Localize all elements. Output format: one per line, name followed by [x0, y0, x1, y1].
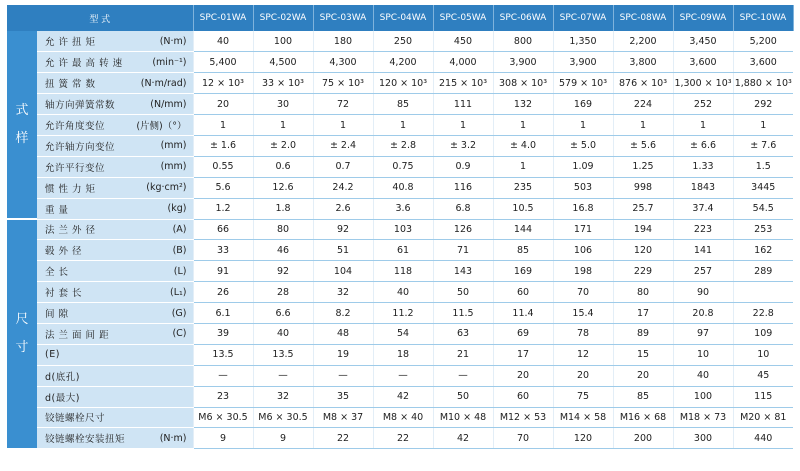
table-cell: 104: [313, 261, 373, 282]
table-cell: 60: [493, 386, 553, 407]
table-row: [7, 428, 793, 449]
row-name: d(底孔): [45, 371, 80, 383]
group-label: [7, 31, 37, 219]
table-cell: 22: [313, 428, 373, 449]
row-label: [37, 52, 193, 73]
table-cell: [733, 282, 793, 303]
header-model: SPC-10WA: [733, 5, 793, 31]
header-model: SPC-08WA: [613, 5, 673, 31]
row-name: 全 长: [45, 267, 69, 279]
table-cell: 11.4: [493, 303, 553, 324]
table-cell: 1: [493, 115, 553, 136]
row-name: 铰链螺栓尺寸: [45, 413, 106, 425]
table-cell: M8 × 40: [373, 407, 433, 428]
table-cell: 70: [553, 282, 613, 303]
table-cell: 17: [493, 344, 553, 365]
table-cell: 224: [613, 94, 673, 115]
table-cell: 46: [253, 240, 313, 261]
table-cell: M20 × 81: [733, 407, 793, 428]
table-cell: 3,600: [673, 52, 733, 73]
table-cell: 1: [493, 156, 553, 177]
table-cell: 1: [373, 115, 433, 136]
table-cell: 17: [613, 303, 673, 324]
header-model: SPC-05WA: [433, 5, 493, 31]
table-cell: 28: [253, 282, 313, 303]
table-row: [7, 156, 793, 177]
table-cell: 50: [433, 282, 493, 303]
table-cell: —: [433, 365, 493, 386]
table-cell: 1,880 × 10³: [733, 73, 793, 94]
table-cell: 12.6: [253, 177, 313, 198]
table-cell: 292: [733, 94, 793, 115]
header-model: SPC-09WA: [673, 5, 733, 31]
row-name: 毂 外 径: [45, 246, 83, 258]
table-cell: 4,500: [253, 52, 313, 73]
table-cell: 6.1: [193, 303, 253, 324]
header-model: SPC-03WA: [313, 5, 373, 31]
table-cell: 10: [733, 344, 793, 365]
group-label-char: 寸: [15, 339, 29, 355]
row-unit: (片侧)（°）: [136, 121, 187, 132]
table-cell: ± 1.6: [193, 135, 253, 156]
table-cell: 169: [493, 261, 553, 282]
header-model: SPC-02WA: [253, 5, 313, 31]
row-unit: (min⁻¹): [152, 56, 187, 68]
table-cell: 6.6: [253, 303, 313, 324]
table-cell: 91: [193, 261, 253, 282]
table-row: [7, 261, 793, 282]
row-label: [37, 135, 193, 156]
table-cell: 0.75: [373, 156, 433, 177]
row-unit: (kg): [167, 203, 187, 215]
table-cell: 141: [673, 240, 733, 261]
table-row: [7, 94, 793, 115]
table-cell: 45: [733, 365, 793, 386]
table-cell: 90: [673, 282, 733, 303]
table-cell: 198: [553, 261, 613, 282]
table-row: [7, 115, 793, 136]
table-cell: 72: [313, 94, 373, 115]
table-cell: 1: [193, 115, 253, 136]
table-cell: 253: [733, 219, 793, 240]
table-row: [7, 365, 793, 386]
table-cell: ± 2.0: [253, 135, 313, 156]
row-unit: (N·m/rad): [140, 77, 187, 89]
table-cell: —: [313, 365, 373, 386]
row-name: 扭 簧 常 数: [45, 79, 96, 91]
table-cell: M18 × 73: [673, 407, 733, 428]
row-unit: (B): [172, 244, 187, 256]
table-cell: 450: [433, 31, 493, 52]
row-label: [37, 156, 193, 177]
table-cell: 132: [493, 94, 553, 115]
table-cell: 3,900: [493, 52, 553, 73]
table-cell: 35: [313, 386, 373, 407]
table-cell: 92: [313, 219, 373, 240]
table-row: [7, 386, 793, 407]
group-label: [7, 219, 37, 449]
row-label: [37, 219, 193, 240]
group-label-char: 尺: [15, 311, 29, 327]
table-cell: 32: [313, 282, 373, 303]
table-cell: ± 2.4: [313, 135, 373, 156]
table-cell: 1: [673, 115, 733, 136]
table-cell: 71: [433, 240, 493, 261]
row-label: [37, 303, 193, 324]
table-cell: 120: [613, 240, 673, 261]
table-cell: 23: [193, 386, 253, 407]
table-cell: 1: [733, 115, 793, 136]
table-row: [7, 31, 793, 52]
row-label: [37, 344, 193, 365]
row-label: [37, 94, 193, 115]
table-cell: 92: [253, 261, 313, 282]
table-cell: ± 5.0: [553, 135, 613, 156]
table-cell: 0.55: [193, 156, 253, 177]
row-label: [37, 386, 193, 407]
table-cell: 66: [193, 219, 253, 240]
row-unit: (A): [172, 223, 187, 235]
table-cell: 60: [493, 282, 553, 303]
row-name: 轴方向弹簧常数: [45, 100, 116, 112]
table-row: [7, 177, 793, 198]
table-cell: 42: [433, 428, 493, 449]
table-cell: 3,600: [733, 52, 793, 73]
row-label: [37, 365, 193, 386]
table-cell: 26: [193, 282, 253, 303]
table-cell: 0.6: [253, 156, 313, 177]
table-cell: M8 × 37: [313, 407, 373, 428]
table-cell: 61: [373, 240, 433, 261]
table-cell: 89: [613, 323, 673, 344]
row-unit: (kg·cm²): [146, 182, 187, 194]
table-cell: 78: [553, 323, 613, 344]
table-cell: 32: [253, 386, 313, 407]
table-cell: 252: [673, 94, 733, 115]
table-cell: 54: [373, 323, 433, 344]
table-cell: 194: [613, 219, 673, 240]
table-cell: 1,300 × 10³: [673, 73, 733, 94]
table-cell: 180: [313, 31, 373, 52]
table-cell: 1: [613, 115, 673, 136]
row-label: [37, 282, 193, 303]
row-unit: (mm): [160, 140, 187, 152]
table-cell: 20: [493, 365, 553, 386]
table-cell: 40: [193, 31, 253, 52]
table-cell: 11.2: [373, 303, 433, 324]
table-row: [7, 323, 793, 344]
table-cell: 800: [493, 31, 553, 52]
table-cell: 223: [673, 219, 733, 240]
table-cell: 1.5: [733, 156, 793, 177]
table-row: [7, 344, 793, 365]
table-cell: 9: [253, 428, 313, 449]
table-cell: 40.8: [373, 177, 433, 198]
row-label: [37, 323, 193, 344]
table-cell: 1: [433, 115, 493, 136]
table-cell: 5,200: [733, 31, 793, 52]
row-unit: (N/mm): [150, 98, 187, 110]
table-cell: M14 × 58: [553, 407, 613, 428]
table-cell: 80: [613, 282, 673, 303]
row-name: (E): [45, 349, 60, 361]
table-row: [7, 198, 793, 219]
table-cell: 1.2: [193, 198, 253, 219]
table-cell: 33: [193, 240, 253, 261]
table-cell: 18: [373, 344, 433, 365]
table-cell: 109: [733, 323, 793, 344]
table-row: [7, 52, 793, 73]
row-name: 衬 套 长: [45, 288, 83, 300]
row-name: 允许角度变位: [45, 121, 106, 132]
table-cell: M10 × 48: [433, 407, 493, 428]
row-unit: (mm): [160, 161, 187, 173]
table-row: [7, 303, 793, 324]
table-cell: 1,350: [553, 31, 613, 52]
table-cell: ± 6.6: [673, 135, 733, 156]
table-cell: 4,300: [313, 52, 373, 73]
table-cell: 3,800: [613, 52, 673, 73]
table-cell: 1843: [673, 177, 733, 198]
table-row: [7, 73, 793, 94]
table-cell: 1.8: [253, 198, 313, 219]
row-unit: (L): [173, 265, 187, 277]
row-name: 法 兰 面 间 距: [45, 329, 110, 341]
table-cell: 20.8: [673, 303, 733, 324]
header-row: [7, 5, 793, 31]
table-cell: 257: [673, 261, 733, 282]
table-cell: M6 × 30.5: [253, 407, 313, 428]
table-cell: ± 5.6: [613, 135, 673, 156]
table-cell: 50: [433, 386, 493, 407]
table-cell: 169: [553, 94, 613, 115]
table-cell: 144: [493, 219, 553, 240]
table-cell: 13.5: [253, 344, 313, 365]
table-cell: 40: [253, 323, 313, 344]
table-cell: 162: [733, 240, 793, 261]
table-row: [7, 219, 793, 240]
table-cell: 10.5: [493, 198, 553, 219]
table-row: [7, 407, 793, 428]
row-label: [37, 240, 193, 261]
row-label: [37, 261, 193, 282]
table-cell: 3.6: [373, 198, 433, 219]
table-cell: 115: [733, 386, 793, 407]
table-cell: 51: [313, 240, 373, 261]
table-cell: 16.8: [553, 198, 613, 219]
table-cell: —: [193, 365, 253, 386]
table-row: [7, 240, 793, 261]
table-cell: 118: [373, 261, 433, 282]
row-label: [37, 73, 193, 94]
table-cell: 998: [613, 177, 673, 198]
spec-table-container: [7, 5, 793, 450]
table-cell: 37.4: [673, 198, 733, 219]
table-cell: 126: [433, 219, 493, 240]
table-cell: ± 7.6: [733, 135, 793, 156]
table-cell: 1.09: [553, 156, 613, 177]
header-title: 型 式: [7, 5, 193, 31]
row-label: [37, 177, 193, 198]
table-cell: 3445: [733, 177, 793, 198]
header-model: SPC-01WA: [193, 5, 253, 31]
table-cell: 4,200: [373, 52, 433, 73]
table-cell: 48: [313, 323, 373, 344]
table-cell: 20: [613, 365, 673, 386]
spec-table: [7, 5, 794, 450]
row-name: 允 许 扭 矩: [45, 37, 96, 49]
group-label-char: 样: [15, 130, 29, 146]
table-cell: 116: [433, 177, 493, 198]
table-cell: 2,200: [613, 31, 673, 52]
table-cell: 20: [553, 365, 613, 386]
row-label: [37, 31, 193, 52]
table-cell: 69: [493, 323, 553, 344]
table-cell: 97: [673, 323, 733, 344]
table-cell: 85: [493, 240, 553, 261]
table-cell: 111: [433, 94, 493, 115]
row-label: [37, 115, 193, 136]
row-name: 铰链螺栓安装扭矩: [45, 434, 126, 446]
spec-table-body: [7, 31, 793, 449]
row-unit: (L₁): [169, 286, 187, 298]
table-cell: 21: [433, 344, 493, 365]
table-cell: 85: [613, 386, 673, 407]
table-cell: 20: [193, 94, 253, 115]
row-name: 允许轴方向变位: [45, 141, 116, 153]
table-cell: 3,450: [673, 31, 733, 52]
table-cell: 100: [253, 31, 313, 52]
table-cell: 1.33: [673, 156, 733, 177]
table-cell: M16 × 68: [613, 407, 673, 428]
table-cell: 5,400: [193, 52, 253, 73]
table-cell: 579 × 10³: [553, 73, 613, 94]
table-cell: 289: [733, 261, 793, 282]
row-name: 允 许 最 高 转 速: [45, 58, 123, 70]
header-model: SPC-06WA: [493, 5, 553, 31]
table-cell: 24.2: [313, 177, 373, 198]
table-cell: 12: [553, 344, 613, 365]
table-cell: 503: [553, 177, 613, 198]
table-cell: 103: [373, 219, 433, 240]
table-cell: M12 × 53: [493, 407, 553, 428]
table-cell: 8.2: [313, 303, 373, 324]
table-cell: 25.7: [613, 198, 673, 219]
table-cell: 10: [673, 344, 733, 365]
table-cell: 42: [373, 386, 433, 407]
table-cell: M6 × 30.5: [193, 407, 253, 428]
table-cell: ± 2.8: [373, 135, 433, 156]
table-cell: 2.6: [313, 198, 373, 219]
table-row: [7, 282, 793, 303]
group-label-char: 式: [15, 102, 29, 118]
row-name: d(最大): [45, 392, 80, 404]
table-cell: 0.7: [313, 156, 373, 177]
table-cell: 75 × 10³: [313, 73, 373, 94]
table-cell: 250: [373, 31, 433, 52]
table-cell: 22: [373, 428, 433, 449]
table-cell: 1: [253, 115, 313, 136]
row-name: 惯 性 力 矩: [45, 183, 96, 195]
row-label: [37, 198, 193, 219]
table-cell: 33 × 10³: [253, 73, 313, 94]
table-cell: 215 × 10³: [433, 73, 493, 94]
table-cell: 40: [673, 365, 733, 386]
table-cell: 4,000: [433, 52, 493, 73]
table-cell: ± 4.0: [493, 135, 553, 156]
row-unit: (N·m): [159, 35, 187, 47]
table-cell: ± 3.2: [433, 135, 493, 156]
table-cell: 229: [613, 261, 673, 282]
table-cell: 120: [553, 428, 613, 449]
row-label: [37, 407, 193, 428]
table-cell: 40: [373, 282, 433, 303]
table-cell: 12 × 10³: [193, 73, 253, 94]
table-cell: 171: [553, 219, 613, 240]
table-row: [7, 135, 793, 156]
table-cell: 3,900: [553, 52, 613, 73]
table-cell: 0.9: [433, 156, 493, 177]
row-unit: (G): [171, 307, 187, 319]
table-cell: 15.4: [553, 303, 613, 324]
table-cell: 70: [493, 428, 553, 449]
row-unit: (N·m): [159, 432, 187, 444]
table-cell: 876 × 10³: [613, 73, 673, 94]
table-cell: 106: [553, 240, 613, 261]
row-name: 法 兰 外 径: [45, 225, 96, 237]
table-cell: 120 × 10³: [373, 73, 433, 94]
table-cell: 13.5: [193, 344, 253, 365]
table-cell: 22.8: [733, 303, 793, 324]
table-cell: —: [253, 365, 313, 386]
row-name: 间 隙: [45, 309, 69, 321]
table-cell: 85: [373, 94, 433, 115]
table-cell: 39: [193, 323, 253, 344]
table-cell: 308 × 10³: [493, 73, 553, 94]
table-cell: 6.8: [433, 198, 493, 219]
table-cell: 11.5: [433, 303, 493, 324]
table-cell: 1.25: [613, 156, 673, 177]
row-label: [37, 428, 193, 449]
table-cell: 235: [493, 177, 553, 198]
row-name: 重 量: [45, 204, 69, 216]
table-cell: 54.5: [733, 198, 793, 219]
table-cell: 100: [673, 386, 733, 407]
table-cell: 1: [553, 115, 613, 136]
header-model: SPC-04WA: [373, 5, 433, 31]
row-unit: (C): [172, 328, 187, 340]
header-model: SPC-07WA: [553, 5, 613, 31]
table-cell: 75: [553, 386, 613, 407]
table-cell: 80: [253, 219, 313, 240]
table-cell: —: [373, 365, 433, 386]
table-cell: 440: [733, 428, 793, 449]
row-name: 允许平行变位: [45, 162, 106, 174]
table-cell: 200: [613, 428, 673, 449]
table-cell: 63: [433, 323, 493, 344]
table-cell: 1: [313, 115, 373, 136]
table-cell: 15: [613, 344, 673, 365]
table-cell: 19: [313, 344, 373, 365]
table-cell: 30: [253, 94, 313, 115]
table-cell: 300: [673, 428, 733, 449]
table-cell: 9: [193, 428, 253, 449]
table-cell: 143: [433, 261, 493, 282]
table-cell: 5.6: [193, 177, 253, 198]
